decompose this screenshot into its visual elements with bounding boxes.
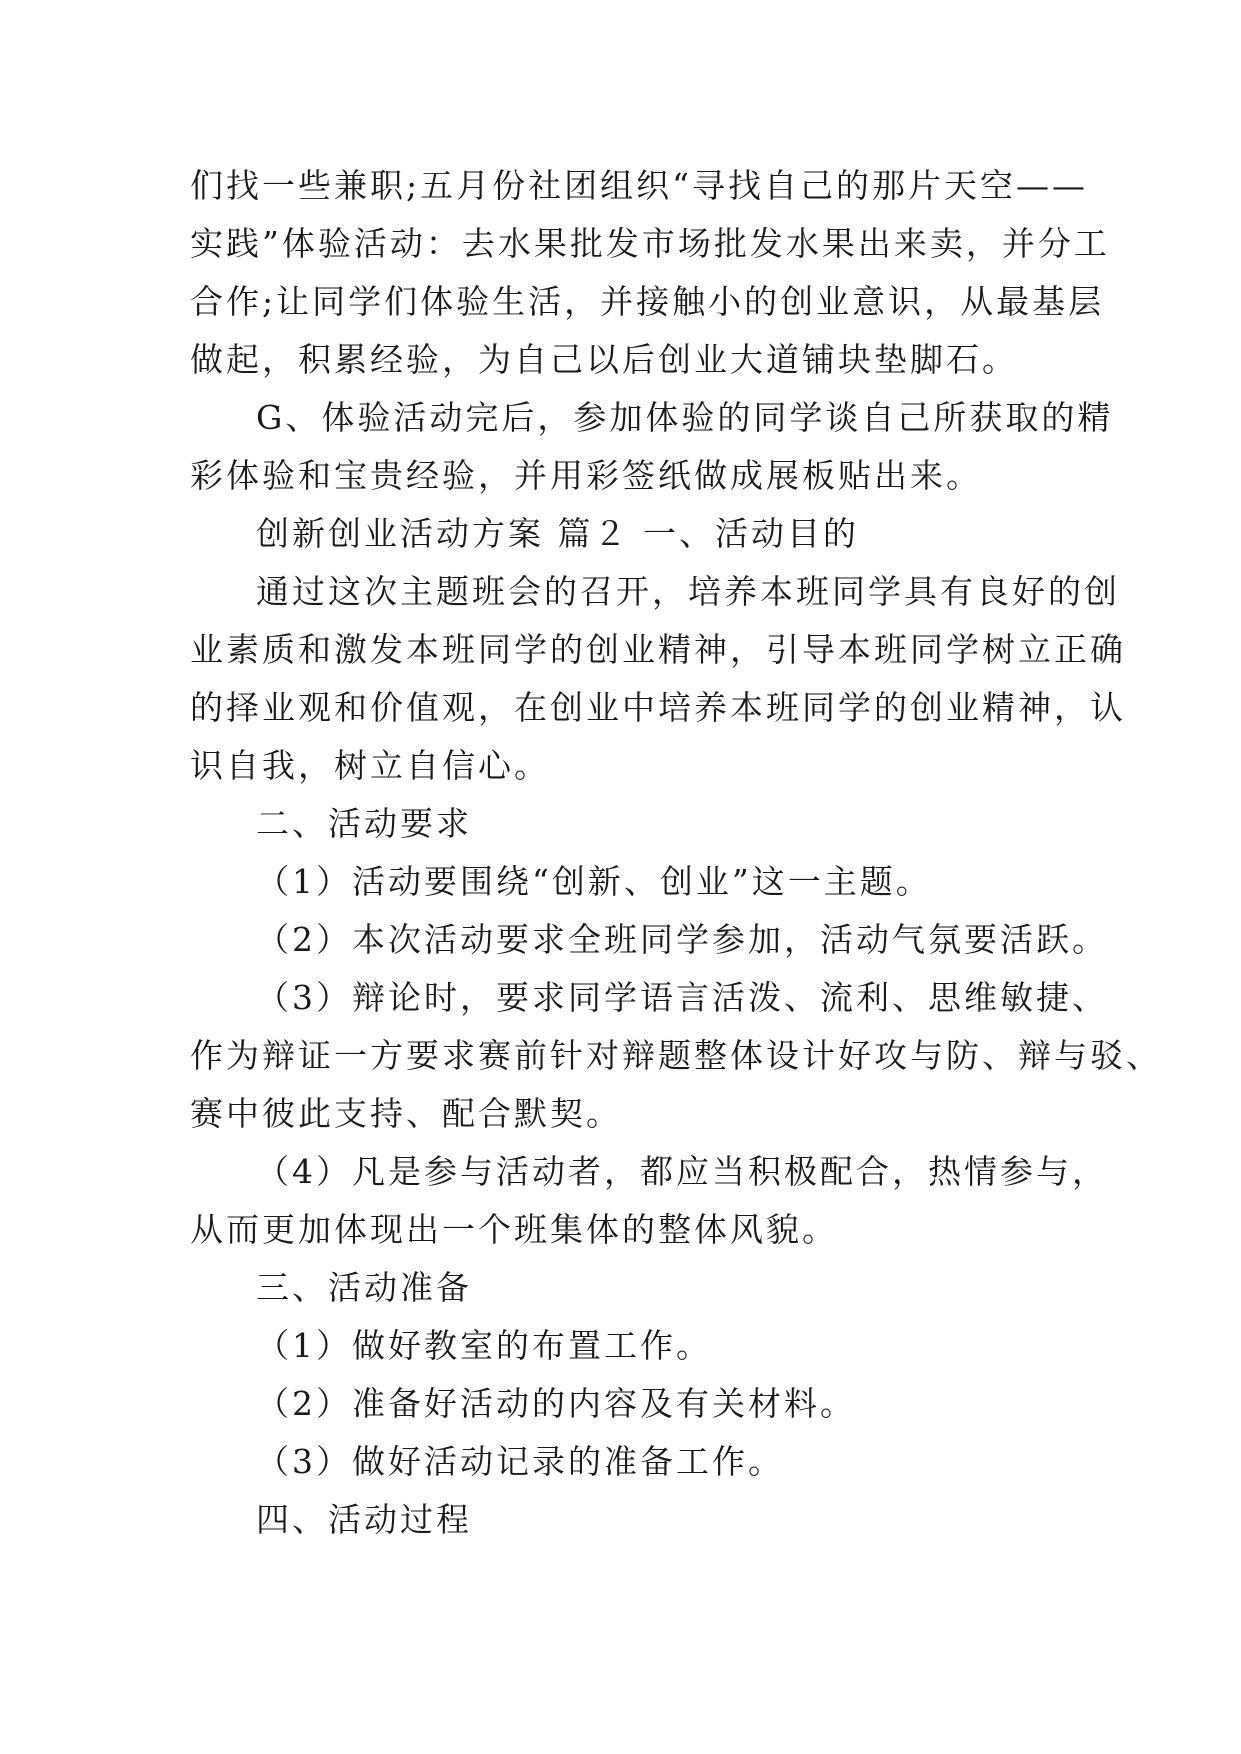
list-item: （2）本次活动要求全班同学参加，活动气氛要活跃。 [256,920,1108,959]
text-line: 从而更加体现出一个班集体的整体风貌。 [190,1210,838,1249]
text-line: 合作;让同学们体验生活，并接触小的创业意识，从最基层 [190,282,1105,321]
text-line: 业素质和激发本班同学的创业精神，引导本班同学树立正确 [190,630,1126,669]
section-heading: 三、活动准备 [256,1268,472,1307]
text-line: 彩体验和宝贵经验，并用彩签纸做成展板贴出来。 [190,456,982,495]
section-heading: 创新创业活动方案 篇２ 一、活动目的 [256,514,859,553]
list-item: （3）辩论时，要求同学语言活泼、流利、思维敏捷、 [256,978,1108,1017]
list-item: （1）做好教室的布置工作。 [256,1326,712,1365]
paragraph-first-line: G、体验活动完后，参加体验的同学谈自己所获取的精 [256,398,1114,437]
list-item: （1）活动要围绕“创新、创业”这一主题。 [256,862,932,901]
list-item: （3）做好活动记录的准备工作。 [256,1442,784,1481]
section-heading: 二、活动要求 [256,804,472,843]
text-line: 赛中彼此支持、配合默契。 [190,1094,622,1133]
text-line: 做起，积累经验，为自己以后创业大道铺块垫脚石。 [190,340,1018,379]
text-line: 作为辩证一方要求赛前针对辩题整体设计好攻与防、辩与驳、 [190,1036,1162,1075]
text-line: 实践”体验活动：去水果批发市场批发水果出来卖，并分工 [190,224,1110,263]
text-line: 识自我，树立自信心。 [190,746,550,785]
list-item: （2）准备好活动的内容及有关材料。 [256,1384,856,1423]
list-item: （4）凡是参与活动者，都应当积极配合，热情参与， [256,1152,1108,1191]
text-line: 的择业观和价值观，在创业中培养本班同学的创业精神，认 [190,688,1126,727]
section-heading: 四、活动过程 [256,1500,472,1539]
paragraph-first-line: 通过这次主题班会的召开，培养本班同学具有良好的创 [256,572,1120,611]
text-line: 们找一些兼职;五月份社团组织“寻找自己的那片天空—— [190,166,1088,205]
